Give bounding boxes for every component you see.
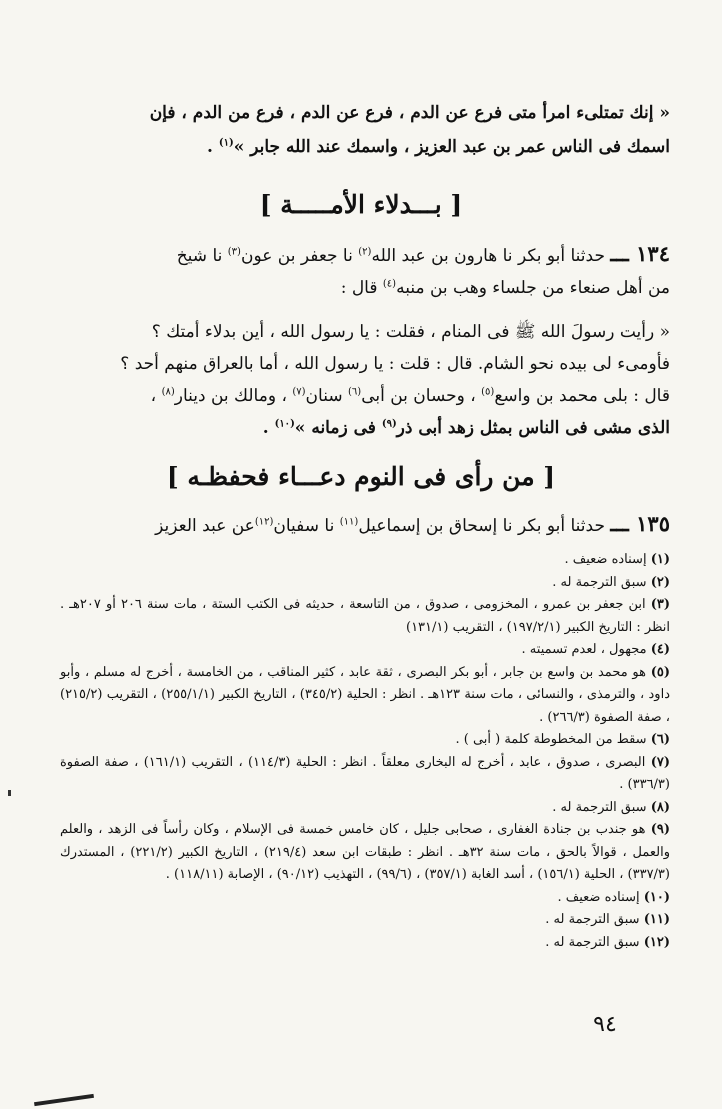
footnote-text: سبق الترجمة له .	[552, 574, 647, 590]
footnote-label: (٤)	[650, 642, 670, 657]
footnote	[60, 797, 670, 820]
footnote-ref: (١٢)	[254, 516, 274, 528]
footnote-text: البصرى ، صدوق ، عابد ، أخرج له البخارى معلقاً . انظر : الحلية (١١٤/٣) ، التقريب (١٦١/١) ، صفة الصفوة (٣٣٦/٣) .	[60, 754, 670, 792]
footnote	[60, 752, 670, 797]
footnote-ref: (٣)	[227, 246, 241, 258]
footnote-ref: (١١)	[339, 516, 359, 528]
footnote	[60, 594, 670, 639]
footnote-text: إسناده ضعيف .	[557, 889, 640, 905]
hadith-number: ١٣٤ ـــ	[610, 241, 670, 266]
quote-text: اسمك فى الناس عمر بن عبد العزيز ، واسمك عند الله جابر »	[233, 137, 670, 157]
footnote-label: (١)	[650, 552, 670, 567]
isnad-text: عن عبد العزيز	[155, 516, 255, 536]
matn-text: ،	[150, 386, 162, 406]
isnad-text: نا جعفر بن عون	[240, 246, 359, 266]
footnotes	[60, 549, 670, 954]
footnote-label: (٨)	[650, 799, 670, 815]
isnad-line	[55, 508, 670, 542]
footnote-ref: (٨)	[161, 386, 175, 398]
footnote-label: (٧)	[650, 754, 670, 770]
hadith-134	[55, 238, 670, 444]
footnote	[60, 887, 670, 910]
footnote-label: (٩)	[650, 822, 670, 837]
scan-edge-mark	[34, 1094, 94, 1106]
footnote-label: (٣)	[650, 597, 670, 612]
footnote-ref: (٦)	[348, 386, 362, 398]
quote-text: .	[207, 137, 219, 157]
matn-line	[55, 380, 670, 412]
footnote-text: سبق الترجمة له .	[545, 934, 640, 950]
quote-line	[55, 130, 670, 164]
footnote-label: (٦)	[650, 732, 670, 747]
isnad-text: قال :	[340, 278, 383, 298]
footnote-label: (٢)	[650, 574, 670, 590]
opening-quote	[55, 96, 670, 164]
footnote-label: (١١)	[643, 912, 670, 927]
footnote-text: سقط من المخطوطة كلمة ( أبى ) .	[455, 732, 647, 747]
footnote-ref: (٧)	[292, 386, 306, 398]
hadith-135	[55, 508, 670, 542]
matn-line: « رأيت رسولَ الله ﷺ فى المنام ، فقلت : يا رسول الله ، أين بدلاء أمتك ؟	[151, 322, 670, 342]
footnote-text: هو محمد بن واسع بن جابر ، أبو بكر البصرى ، ثقة عابد ، كثير المناقب ، من الخامسة ، أخرج له مسلم ، وأبو داود ، والترمذى ، والنسائى ، مات سنة ١٢٣هـ . انظر : الحلية (٣٤٥/٢) ، التاريخ الكبير (٢٥٥/١/١) ، التقريب (٢١٥/٢) ، صفة الصفوة (٢٦٦/٣) .	[60, 664, 670, 725]
scan-speck	[8, 790, 11, 796]
isnad-text: حدثنا أبو بكر نا إسحاق بن إسماعيل	[358, 516, 611, 536]
footnote	[60, 909, 670, 932]
isnad-text: من أهل صنعاء من جلساء وهب بن منبه	[396, 278, 670, 298]
footnote-ref: (٢)	[358, 246, 372, 258]
matn-text: فى زمانه »	[294, 418, 382, 438]
footnote-text: إسناده ضعيف .	[564, 552, 647, 567]
footnote-ref: (١)	[218, 137, 234, 149]
footnote-label: (١٠)	[643, 889, 670, 905]
footnote-text: سبق الترجمة له .	[552, 799, 647, 815]
footnote	[60, 639, 670, 662]
footnote	[60, 549, 670, 572]
footnote-label: (٥)	[650, 664, 670, 680]
footnote-text: سبق الترجمة له .	[545, 912, 640, 927]
matn-line	[55, 412, 670, 444]
footnote-ref: (٩)	[381, 418, 397, 430]
matn-text: سنان	[305, 386, 348, 406]
matn-text: قال : بلى محمد بن واسع	[494, 386, 670, 406]
footnote	[60, 819, 670, 887]
isnad-line	[55, 238, 670, 272]
footnote-text: ابن جعفر بن عمرو ، المخزومى ، صدوق ، من التاسعة ، حديثه فى الكتب الستة ، مات سنة ٢٠٦ أو ٢٠٧هـ . انظر : التاريخ الكبير (١٩٧/٢/١) ، التقريب (١٣١/١)	[60, 597, 670, 635]
footnote	[60, 572, 670, 595]
quote-line: « إنك تمتلىء امرأ متى فرع عن الدم ، فرع عن الدم ، فرع من الدم ، فإن	[149, 103, 670, 123]
footnote-text: مجهول ، لعدم تسميته .	[521, 642, 647, 657]
isnad-text: نا شيخ	[176, 246, 228, 266]
isnad-line	[55, 272, 670, 304]
section-heading-abdal: [ بـــدلاء الأمـــــة ]	[259, 190, 463, 219]
footnote-ref: (٥)	[481, 386, 495, 398]
section-heading-dream-prayer: [ من رأى فى النوم دعـــاء فحفظـه ]	[166, 462, 556, 491]
isnad-text: حدثنا أبو بكر نا هارون بن عبد الله	[371, 246, 611, 266]
matn-text: الذى مشى فى الناس بمثل زهد أبى ذر	[396, 418, 670, 438]
footnote-label: (١٢)	[643, 934, 670, 950]
matn-line: فأومىء لى بيده نحو الشام. قال : قلت : يا رسول الله ، أما بالعراق منهم أحد ؟	[120, 354, 670, 374]
matn-text: ، ومالك بن دينار	[174, 386, 293, 406]
hadith-number: ١٣٥ ـــ	[610, 511, 670, 536]
footnote	[60, 932, 670, 955]
matn-text: ، وحسان بن أبى	[361, 386, 482, 406]
footnote-ref: (١٠)	[274, 418, 295, 430]
footnote	[60, 662, 670, 730]
matn-text: .	[262, 418, 275, 438]
footnote-text: هو جندب بن جنادة الغفارى ، صحابى جليل ، كان خامس خمسة فى الإسلام ، وكان رأساً فى الزهد ، والعلم والعمل ، قوالاً بالحق ، مات سنة ٣٢هـ . انظر : طبقات ابن سعد (٢١٩/٤) ، التاريخ الكبير (٢٢١/٢) ، المستدرك (٣٣٧/٣) ، الحلية (١٥٦/١) ، أسد الغابة (٣٥٧/١) ، (٩٩/٦) ، التهذيب (٩٠/١٢) ، الإصابة (١١٨/١١) .	[60, 822, 670, 882]
footnote-ref: (٤)	[382, 278, 397, 290]
isnad-text: نا سفيان	[273, 516, 340, 536]
page-number: ٩٤	[593, 1012, 617, 1037]
footnote	[60, 729, 670, 752]
